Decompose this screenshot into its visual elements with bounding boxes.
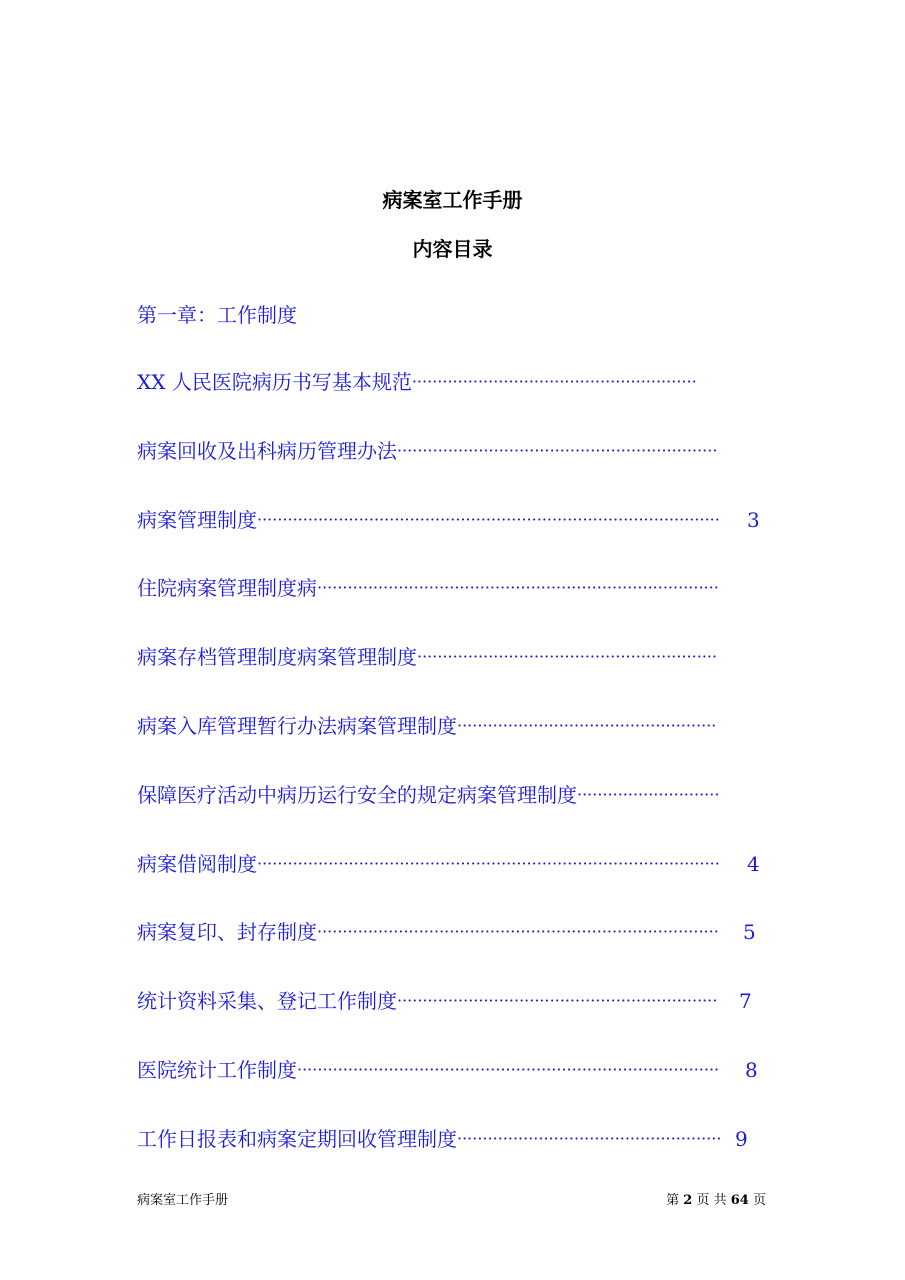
footer-current-page: 2 bbox=[683, 1193, 693, 1208]
toc-entry-title: 病案复印、封存制度 bbox=[137, 920, 317, 945]
toc-entry-page: 5 bbox=[743, 920, 756, 945]
toc-leader-dots: ······························································· bbox=[397, 440, 718, 460]
toc-entry[interactable] bbox=[137, 918, 767, 987]
toc-entry-title: 病案回收及出科病历管理办法 bbox=[137, 438, 397, 463]
toc-entry[interactable] bbox=[137, 643, 767, 712]
toc-entry-page: 3 bbox=[747, 507, 760, 532]
toc-entry-page: 9 bbox=[735, 1126, 748, 1151]
toc-entry-title: 住院病案管理制度病 bbox=[137, 576, 317, 601]
toc-entry-title: 病案入库管理暂行办法病案管理制度 bbox=[137, 713, 457, 738]
toc-leader-dots: ··················································· bbox=[457, 715, 717, 735]
toc-entry[interactable] bbox=[137, 574, 767, 643]
toc-entry-title: 病案管理制度 bbox=[137, 507, 257, 532]
toc-entry-title: 医院统计工作制度 bbox=[137, 1057, 297, 1082]
toc-heading: 内容目录 bbox=[412, 237, 493, 261]
toc-entry[interactable] bbox=[137, 987, 767, 1056]
footer-page-prefix: 第 bbox=[666, 1193, 680, 1208]
footer-page-indicator bbox=[666, 1189, 766, 1208]
toc-entry-title: 统计资料采集、登记工作制度 bbox=[137, 989, 397, 1014]
chapter-heading: 第一章：工作制度 bbox=[137, 303, 297, 327]
toc-entry-title: 工作日报表和病案定期回收管理制度 bbox=[137, 1126, 457, 1151]
toc-entry-page: 7 bbox=[739, 989, 752, 1014]
toc-leader-dots: ······························································· bbox=[397, 991, 718, 1011]
toc-entry[interactable] bbox=[137, 368, 767, 437]
toc-entry[interactable] bbox=[137, 850, 767, 919]
toc-leader-dots: ··············································································· bbox=[317, 922, 719, 942]
toc-entry[interactable] bbox=[137, 781, 767, 850]
toc-leader-dots: ··························································································· bbox=[257, 509, 720, 529]
toc-entry[interactable] bbox=[137, 712, 767, 781]
toc-leader-dots: ··························································· bbox=[417, 647, 718, 667]
toc-leader-dots: ··························································································· bbox=[257, 853, 720, 873]
toc-entry[interactable] bbox=[137, 437, 767, 506]
toc-leader-dots: ························································ bbox=[411, 372, 697, 391]
toc-entry-page: 8 bbox=[745, 1057, 758, 1082]
toc-entry-page: 4 bbox=[747, 851, 760, 876]
toc-entry-title: 病案存档管理制度病案管理制度 bbox=[137, 645, 417, 670]
toc-entry-title: 保障医疗活动中病历运行安全的规定病案管理制度 bbox=[137, 782, 577, 807]
footer-document-name: 病案室工作手册 bbox=[137, 1193, 229, 1208]
toc-leader-dots: ··············································································· bbox=[317, 578, 719, 598]
footer-total-pages: 64 bbox=[730, 1193, 749, 1208]
footer-page-middle: 页 共 bbox=[696, 1193, 727, 1208]
toc-leader-dots: ···················································· bbox=[457, 1128, 722, 1148]
toc-entry[interactable] bbox=[137, 1125, 767, 1194]
toc-entry-title: XX 人民医院病历书写基本规范 bbox=[137, 370, 412, 394]
document-title: 病案室工作手册 bbox=[382, 188, 523, 212]
toc-entry[interactable] bbox=[137, 506, 767, 575]
toc-entry[interactable] bbox=[137, 1056, 767, 1125]
toc-entry-title: 病案借阅制度 bbox=[137, 851, 257, 876]
footer-page-suffix: 页 bbox=[752, 1193, 766, 1208]
table-of-contents bbox=[137, 368, 767, 1194]
toc-leader-dots: ··················································································· bbox=[297, 1059, 720, 1079]
toc-leader-dots: ···························· bbox=[577, 784, 720, 804]
